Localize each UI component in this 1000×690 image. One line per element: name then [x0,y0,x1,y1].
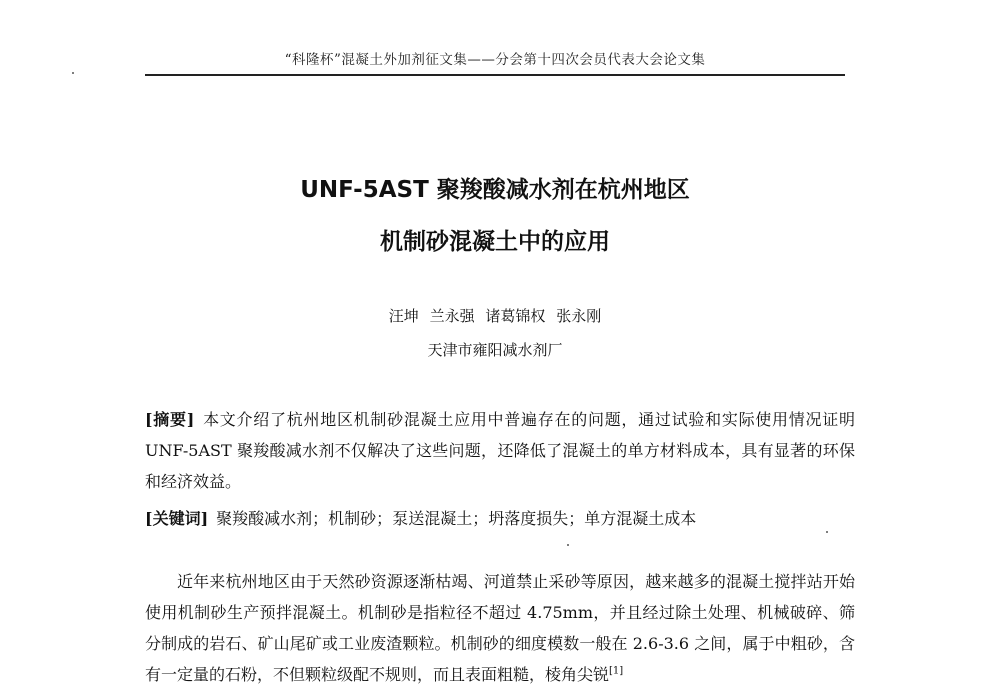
paper-title-line2: 机制砂混凝土中的应用 [380,229,610,255]
keywords-label: [关键词] [145,509,209,528]
author: 兰永强 [429,307,475,325]
keyword: 聚羧酸减水剂； [216,509,329,528]
author-list [145,305,845,326]
body-paragraph-text: 近年来杭州地区由于天然砂资源逐渐枯竭、河道禁止采砂等原因，越来越多的混凝土搅拌站开始使用机制砂生产预拌混凝土。机制砂是指粒径不超过 4.75mm，并且经过除土处理、机械破碎、筛分制成的岩石、矿山尾矿或工业废渣颗粒。机制砂的细度模数一般在 2.6-3.6 之间，属于中粗砂，含有一定量的石粉，不但颗粒级配不规则，而且表面粗糙，棱角尖锐 [145,572,855,684]
scan-speck [567,544,569,546]
keyword: 坍落度损失； [488,509,585,528]
abstract [145,404,855,497]
author: 张永刚 [556,307,602,325]
running-header: “科隆杯”混凝土外加剂征文集——分会第十四次会员代表大会论文集 [284,52,706,68]
keyword: 泵送混凝土； [392,509,489,528]
affiliation: 天津市雍阳减水剂厂 [427,341,563,359]
header-rule [145,74,845,76]
scan-speck [72,72,74,74]
body-paragraph [145,566,855,690]
author: 汪坤 [388,307,419,325]
abstract-text: 本文介绍了杭州地区机制砂混凝土应用中普遍存在的问题，通过试验和实际使用情况证明 UNF-5AST 聚羧酸减水剂不仅解决了这些问题，还降低了混凝土的单方材料成本，具有显著的环保和经济效益。 [145,410,855,491]
paper-title-line1: UNF-5AST 聚羧酸减水剂在杭州地区 [300,177,690,203]
abstract-label: [摘要] [145,410,195,429]
keywords [145,504,855,534]
author: 诸葛锦权 [485,307,546,325]
keyword: 单方混凝土成本 [584,509,697,528]
citation-ref[interactable]: [1] [609,665,624,677]
keyword: 机制砂； [328,509,393,528]
